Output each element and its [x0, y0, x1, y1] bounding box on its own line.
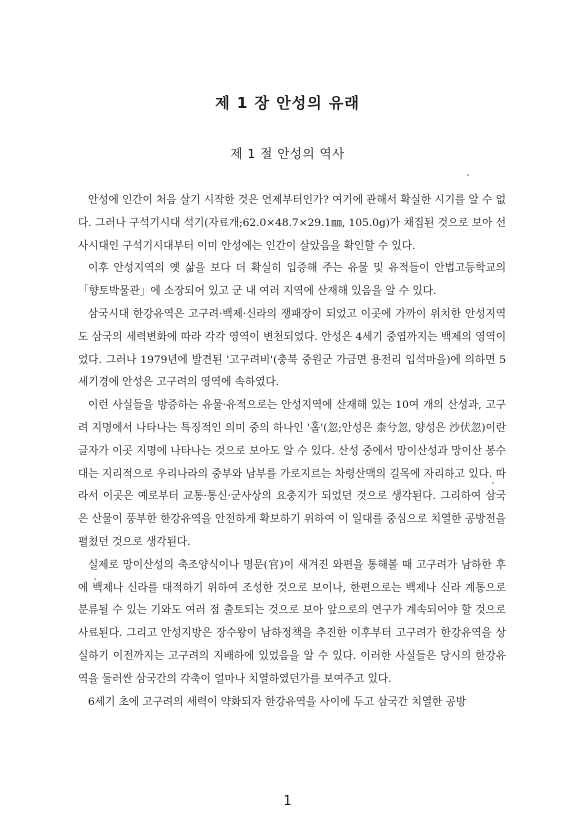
page-number: 1	[283, 794, 292, 809]
scan-speck	[467, 174, 469, 176]
section-title: 제 1 절 안성의 역사	[230, 146, 345, 161]
paragraph: 실제로 망이산성의 축조양식이나 명문(官)이 새겨진 와편을 통해볼 때 고구려가 남하한 후에 백제나 신라를 대적하기 위하여 조성한 것으로 보이나, 한편으로는 백제나 신라 계통으로 분류될 수 있는 기와도 여러 점 출토되는 것으로 보아 앞으로의 연구가 계속되어야 할 것으로 사료된다. 그리고 안성지방은 장수왕이 남하정책을 추진한 이후부터 고구려가 한강유역을 상실하기 이전까지는 고구려의 지배하에 있었음을 알 수 있다. 이러한 사실들은 당시의 한강유역을 둘러싼 삼국간의 각축이 얼마나 치열하였던가를 보여주고 있다.	[78, 558, 506, 685]
body-text	[78, 189, 506, 713]
paragraph: 6세기 초에 고구려의 세력이 약화되자 한강유역을 사이에 두고 삼국간 치열한 공방	[88, 695, 467, 708]
paragraph: 안성에 인간이 처음 살기 시작한 것은 언제부터인가? 여기에 관해서 확실한 시기를 알 수 없다. 그러나 구석기시대 석기(자료개;62.0×48.7×29.1㎜, 105.0g)가 채집된 것으로 보아 선사시대인 구석기시대부터 이미 안성에는 인간이 살았음을 확인할 수 있다.	[78, 194, 506, 252]
paragraph: 이런 사실들을 방증하는 유물·유적으로는 안성지역에 산재해 있는 10여 개의 산성과, 고구려 지명에서 나타나는 특징적인 의미 중의 하나인 '홀'(忽;안성은 柰兮忽, 양성은 沙伏忽)이란 글자가 이곳 지명에 나타나는 것으로 보아도 알 수 있다. 산성 중에서 망이산성과 망이산 봉수대는 지리적으로 우리나라의 중부와 남부를 가로지르는 차령산맥의 길목에 자리하고 있다. 따라서 이곳은 예로부터 교통·통신·군사상의 요충지가 되었던 것으로 생각된다. 그리하여 삼국은 산물이 풍부한 한강유역을 안전하게 확보하기 위하여 이 일대를 중심으로 치열한 공방전을 펼쳤던 것으로 생각된다.	[78, 399, 506, 548]
paragraph: 삼국시대 한강유역은 고구려·백제·신라의 쟁패장이 되었고 이곳에 가까이 위치한 안성지역도 삼국의 세력변화에 따라 각각 영역이 변천되었다. 안성은 4세기 중엽까지는 백제의 영역이었다. 그러나 1979년에 발견된 '고구려비'(충북 중원군 가금면 용전리 입석마을)에 의하면 5세기경에 안성은 고구려의 영역에 속하였다.	[78, 307, 506, 389]
scan-speck	[94, 578, 96, 580]
chapter-title: 제 1 장 안성의 유래	[215, 94, 360, 112]
paragraph: 이후 안성지역의 옛 삶을 보다 더 확실히 입증해 주는 유물 및 유적들이 안법고등학교의 「향토박물관」에 소장되어 있고 군 내 여러 지역에 산재해 있음을 알 수 있다.	[78, 262, 506, 298]
scan-speck	[492, 482, 494, 484]
